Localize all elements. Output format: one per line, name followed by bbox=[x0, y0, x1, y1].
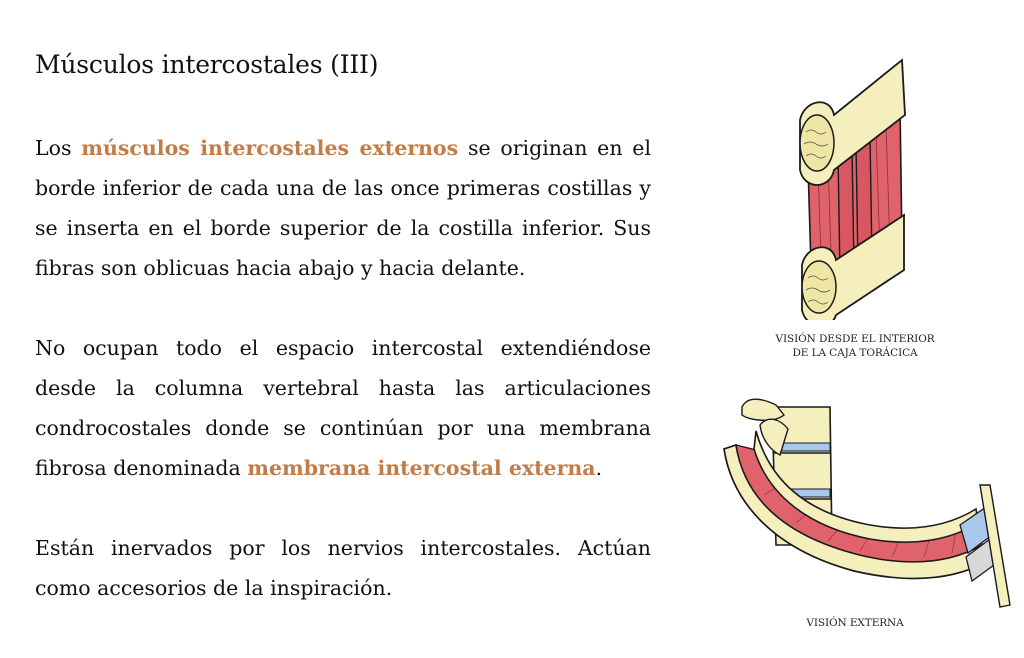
body-text bbox=[35, 128, 651, 648]
external-view-illustration bbox=[720, 385, 1015, 610]
paragraph-extent: No ocupan todo el espacio intercostal extendiéndose desde la columna vertebral hasta las articulaciones condrocostales donde se continúan por una membrana fibrosa denominada membrana intercostal externa. bbox=[35, 336, 651, 480]
paragraph-origin: Los músculos intercostales externos se originan en el borde inferior de cada una de las once primeras costillas y se inserta en el borde superior de la costilla inferior. Sus fibras son oblicuas hacia abajo y hacia delante. bbox=[35, 136, 651, 280]
highlight-external-intercostal-muscles: músculos intercostales externos bbox=[81, 136, 459, 160]
interior-view-caption: VISIÓN DESDE EL INTERIOR DE LA CAJA TORÁCICA bbox=[775, 333, 935, 359]
external-view-caption: VISIÓN EXTERNA bbox=[806, 617, 904, 629]
page-title: Músculos intercostales (III) bbox=[35, 50, 379, 79]
interior-view-illustration bbox=[790, 40, 910, 320]
highlight-external-intercostal-membrane: membrana intercostal externa bbox=[247, 456, 596, 480]
paragraph-innervation: Están inervados por los nervios intercostales. Actúan como accesorios de la inspiración. bbox=[35, 536, 651, 600]
